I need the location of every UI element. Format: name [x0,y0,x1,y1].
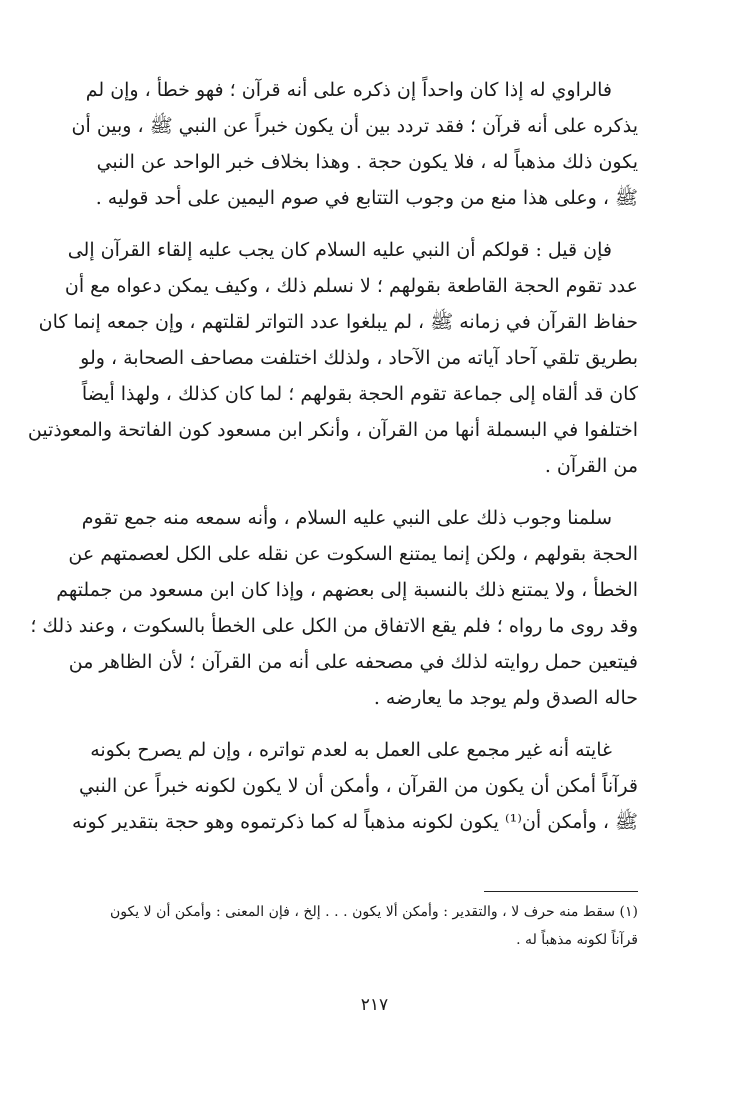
text-line: ﷺ ، وعلى هذا منع من وجوب التتابع في صوم اليمين على أحد قوليه . [95,187,638,209]
text-line: يكون ذلك مذهباً له ، فلا يكون حجة . وهذا بخلاف خبر الواحد عن النبي [96,151,638,173]
footnote-line: (١) سقط منه حرف لا ، والتقدير : وأمكن ألا يكون . . . إلخ ، فإن المعنى : وأمكن أن لا يكون [110,904,638,920]
paragraph-2 [27,232,638,484]
page-number: ٢١٧ [360,995,389,1015]
text-line: من القرآن . [544,455,638,477]
text-line: فيتعين حمل روايته لذلك في مصحفه على أنه من القرآن ؛ لأن الظاهر من [68,651,638,673]
text-line: اختلفوا في البسملة أنها من القرآن ، وأنكر ابن مسعود كون الفاتحة والمعوذتين [27,419,638,441]
text-line: كان قد ألقاه إلى جماعة تقوم الحجة بقولهم ؛ لما كان كذلك ، ولهذا أيضاً [81,383,638,405]
text-line: وقد روى ما رواه ؛ فلم يقع الاتفاق من الكل على الخطأ بالسكوت ، وعند ذلك ؛ [30,615,638,637]
paragraph-1 [71,72,638,216]
footnotes [110,898,638,954]
text-line: قرآناً أمكن أن يكون من القرآن ، وأمكن أن لا يكون لكونه خبراً عن النبي [78,775,638,797]
footnote-divider [484,891,638,892]
paragraph-3 [30,500,638,716]
text-line: ﷺ ، وأمكن أن⁽¹⁾ يكون لكونه مذهباً له كما ذكرتموه وهو حجة بتقدير كونه [72,811,638,833]
paragraph-4 [72,732,638,840]
text-line: غايته أنه غير مجمع على العمل به لعدم تواتره ، وإن لم يصرح بكونه [90,739,612,761]
text-line: بطريق تلقي آحاد آياته من الآحاد ، ولذلك اختلفت مصاحف الصحابة ، ولو [80,347,638,369]
text-line: الخطأ ، ولا يمتنع ذلك بالنسبة إلى بعضهم ، وإذا كان ابن مسعود من جملتهم [56,579,638,601]
text-line: فالراوي له إذا كان واحداً إن ذكره على أنه قرآن ؛ فهو خطأ ، وإن لم [85,79,612,101]
text-line: فإن قيل : قولكم أن النبي عليه السلام كان يجب عليه إلقاء القرآن إلى [67,239,612,261]
footnote-line: قرآناً لكونه مذهباً له . [516,932,638,948]
text-line: سلمنا وجوب ذلك على النبي عليه السلام ، وأنه سمعه منه جمع تقوم [81,507,612,529]
text-line: الحجة بقولهم ، ولكن إنما يمتنع السكوت عن نقله على الكل لعصمتهم عن [68,543,638,565]
main-text [27,72,638,856]
text-line: حفاظ القرآن في زمانه ﷺ ، لم يبلغوا عدد التواتر لقلتهم ، وإن جمعه إنما كان [38,311,638,333]
text-line: عدد تقوم الحجة القاطعة بقولهم ؛ لا نسلم ذلك ، وكيف يمكن دعواه مع أن [64,275,638,297]
text-line: يذكره على أنه قرآن ؛ فقد تردد بين أن يكون خبراً عن النبي ﷺ ، وبين أن [71,115,638,137]
text-line: حاله الصدق ولم يوجد ما يعارضه . [373,687,638,709]
